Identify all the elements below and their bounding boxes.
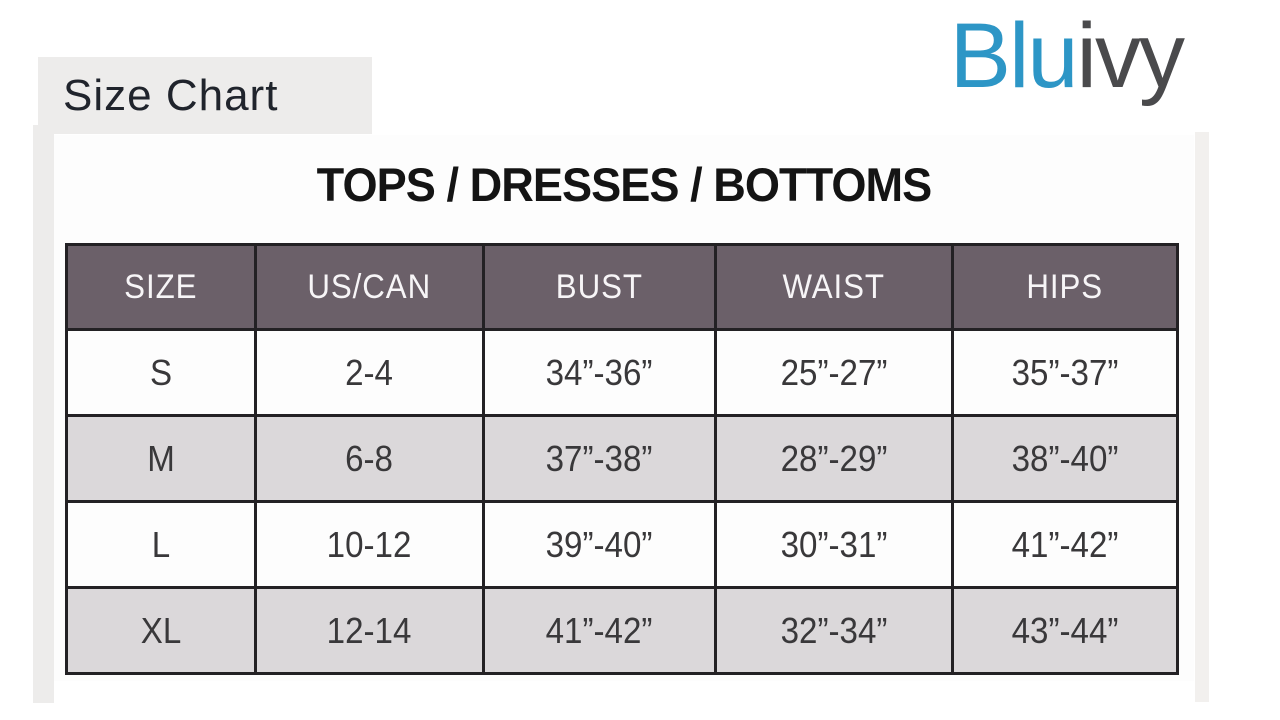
cell-value: 6-8 bbox=[345, 437, 394, 479]
cell-value: 37”-38” bbox=[546, 437, 653, 479]
table-title: TOPS / DRESSES / BOTTOMS bbox=[316, 158, 932, 211]
column-header-hips bbox=[954, 246, 1176, 328]
cell-value: 39”-40” bbox=[546, 523, 653, 565]
column-header-size-label: SIZE bbox=[124, 267, 198, 306]
table-cell-waist-m bbox=[717, 417, 951, 500]
cell-value: S bbox=[149, 351, 173, 393]
table-cell-uscan-m bbox=[257, 417, 482, 500]
table-cell-bust-s bbox=[485, 331, 714, 414]
column-header-waist-label: WAIST bbox=[782, 267, 886, 306]
cell-value: 28”-29” bbox=[780, 437, 888, 479]
cell-value: 41”-42” bbox=[546, 609, 653, 651]
table-cell-uscan-s bbox=[257, 331, 482, 414]
table-cell-hips-l bbox=[954, 503, 1176, 586]
table-cell-uscan-xl bbox=[257, 589, 482, 672]
table-cell-waist-xl bbox=[717, 589, 951, 672]
cell-value: 2-4 bbox=[345, 351, 394, 393]
page-background-strip-right bbox=[1195, 132, 1209, 702]
table-cell-uscan-l bbox=[257, 503, 482, 586]
cell-value: 43”-44” bbox=[1011, 609, 1119, 651]
table-cell-hips-xl bbox=[954, 589, 1176, 672]
column-header-waist bbox=[717, 246, 951, 328]
table-cell-size-l bbox=[68, 503, 254, 586]
cell-value: 25”-27” bbox=[780, 351, 888, 393]
table-cell-hips-m bbox=[954, 417, 1176, 500]
cell-value: 32”-34” bbox=[780, 609, 888, 651]
cell-value: 41”-42” bbox=[1011, 523, 1119, 565]
cell-value: 35”-37” bbox=[1011, 351, 1119, 393]
table-cell-size-m bbox=[68, 417, 254, 500]
table-cell-bust-l bbox=[485, 503, 714, 586]
size-table bbox=[65, 243, 1179, 675]
column-header-uscan bbox=[257, 246, 482, 328]
column-header-bust bbox=[485, 246, 714, 328]
size-chart-heading-label: Size Chart bbox=[63, 70, 279, 120]
cell-value: 34”-36” bbox=[546, 351, 653, 393]
table-cell-hips-s bbox=[954, 331, 1176, 414]
cell-value: 12-14 bbox=[327, 609, 412, 651]
column-header-hips-label: HIPS bbox=[1026, 267, 1104, 306]
cell-value: M bbox=[147, 437, 175, 479]
column-header-uscan-label: US/CAN bbox=[307, 267, 432, 306]
brand-logo bbox=[950, 0, 1183, 116]
column-header-bust-label: BUST bbox=[555, 267, 644, 306]
size-chart-heading bbox=[38, 57, 372, 134]
page-background-strip-left bbox=[33, 125, 54, 703]
cell-value: 30”-31” bbox=[780, 523, 888, 565]
table-cell-size-s bbox=[68, 331, 254, 414]
table-cell-bust-m bbox=[485, 417, 714, 500]
table-cell-bust-xl bbox=[485, 589, 714, 672]
brand-logo-ivy: ivy bbox=[1076, 5, 1183, 107]
cell-value: 10-12 bbox=[327, 523, 412, 565]
cell-value: XL bbox=[140, 609, 182, 651]
table-cell-waist-l bbox=[717, 503, 951, 586]
cell-value: 38”-40” bbox=[1011, 437, 1119, 479]
table-cell-waist-s bbox=[717, 331, 951, 414]
cell-value: L bbox=[151, 523, 171, 565]
brand-logo-blu: Blu bbox=[949, 5, 1077, 107]
table-cell-size-xl bbox=[68, 589, 254, 672]
column-header-size bbox=[68, 246, 254, 328]
